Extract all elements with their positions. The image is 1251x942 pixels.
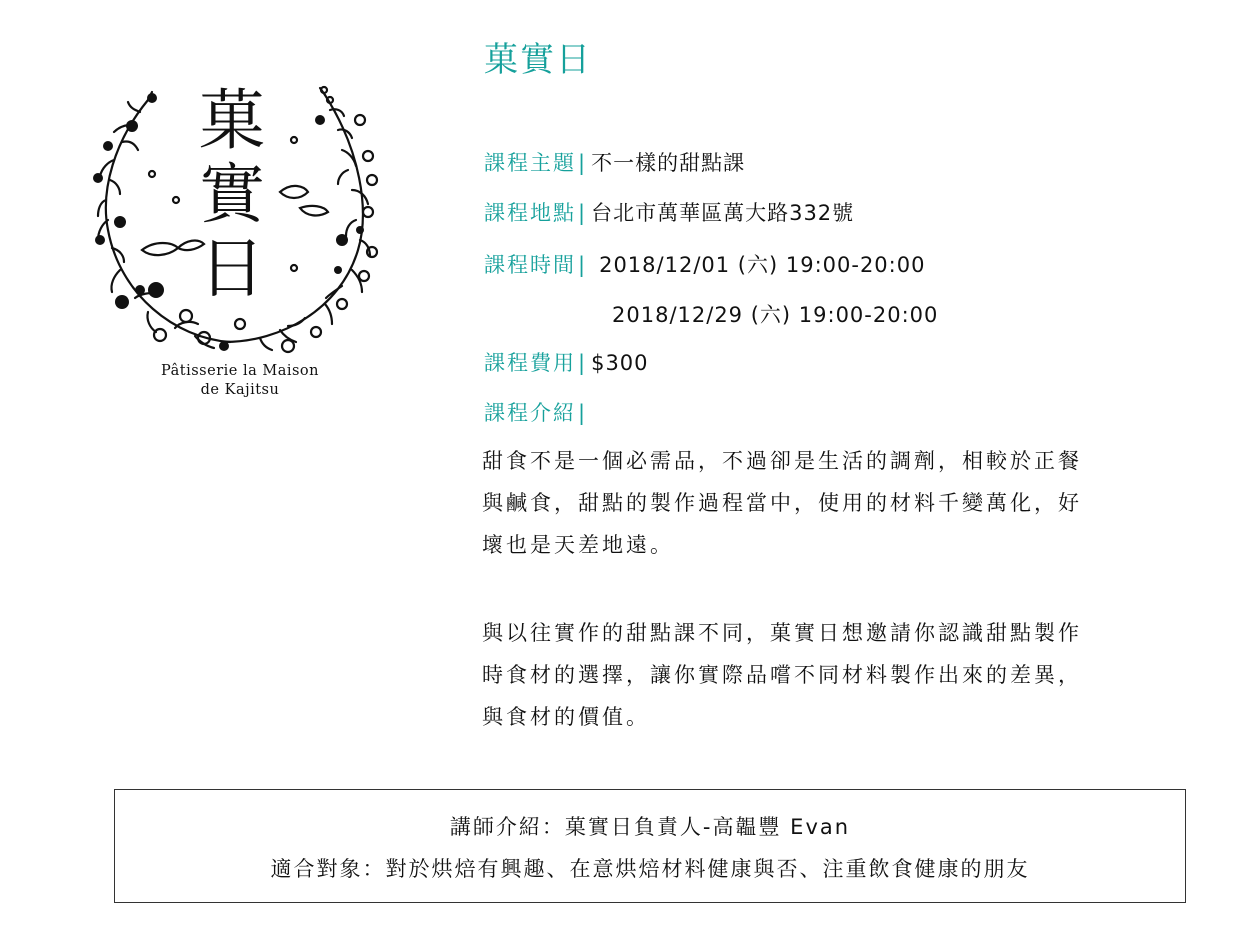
- page-title: 菓實日: [484, 40, 592, 80]
- field-theme-label: 課程主題: [484, 151, 576, 175]
- paragraph-line: 與食材的價值。: [482, 705, 650, 729]
- field-fee: [484, 348, 649, 378]
- field-separator: |: [578, 201, 586, 225]
- paragraph-line: 時食材的選擇，讓你實際品嚐不同材料製作出來的差異，: [482, 663, 1082, 687]
- paragraph-line: 甜食不是一個必需品，不過卻是生活的調劑，相較於正餐: [482, 449, 1082, 473]
- paragraph-line: 與以往實作的甜點課不同，菓實日想邀請你認識甜點製作: [482, 621, 1082, 645]
- logo-char-1: 菓: [199, 82, 265, 159]
- logo-subtitle-line1: Pâtisserie la Maison: [161, 363, 319, 379]
- field-fee-value: $300: [591, 351, 649, 375]
- field-time-value-2: 2018/12/29 (六) 19:00-20:00: [612, 303, 939, 327]
- intro-paragraph-2: [482, 612, 1182, 738]
- intro-paragraph-1: [482, 440, 1182, 566]
- field-location: [484, 198, 854, 228]
- field-separator: |: [578, 151, 586, 175]
- paragraph-line: 壞也是天差地遠。: [482, 533, 674, 557]
- field-intro-label: 課程介紹: [484, 401, 576, 425]
- field-time-label: 課程時間: [484, 253, 576, 277]
- logo-char-2: 實: [199, 156, 265, 233]
- field-intro: [484, 398, 591, 428]
- field-time: [484, 250, 925, 280]
- field-location-label: 課程地點: [484, 201, 576, 225]
- info-box: [114, 789, 1186, 903]
- brand-logo: [80, 80, 400, 410]
- field-theme-value: 不一樣的甜點課: [591, 151, 746, 175]
- instructor-info: 講師介紹：菓實日負責人-高韞豐 Evan: [449, 815, 851, 839]
- field-separator: |: [578, 351, 586, 375]
- field-time-value: 2018/12/01 (六) 19:00-20:00: [599, 253, 926, 277]
- logo-subtitle-line2: de Kajitsu: [200, 382, 280, 398]
- field-fee-label: 課程費用: [484, 351, 576, 375]
- field-theme: [484, 148, 745, 178]
- field-separator: |: [578, 253, 586, 277]
- audience-info: 適合對象：對於烘焙有興趣、在意烘焙材料健康與否、注重飲食健康的朋友: [270, 857, 1030, 881]
- field-separator: |: [578, 401, 586, 425]
- logo-char-3: 日: [199, 230, 265, 307]
- paragraph-line: 與鹹食，甜點的製作過程當中，使用的材料千變萬化，好: [482, 491, 1082, 515]
- field-location-value: 台北市萬華區萬大路332號: [591, 201, 855, 225]
- logo-subtitle: [80, 362, 400, 400]
